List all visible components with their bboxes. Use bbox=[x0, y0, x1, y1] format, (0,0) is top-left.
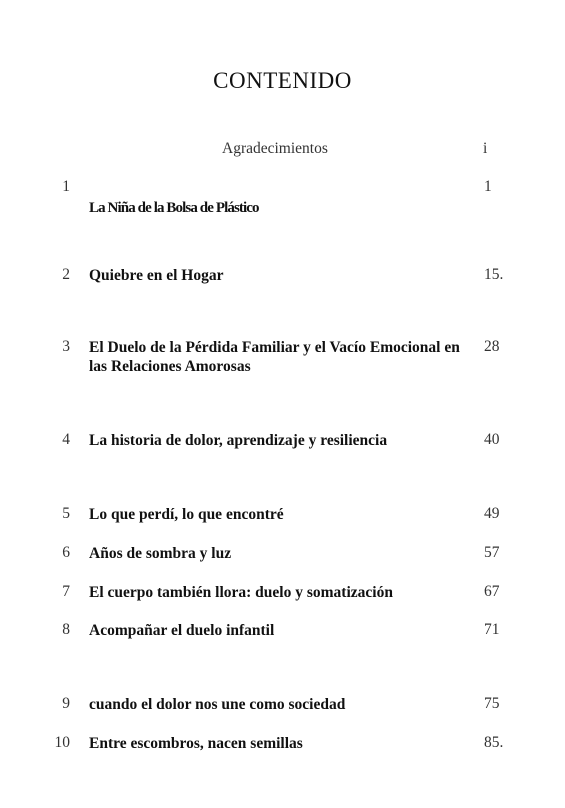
chapter-page-number: 40 bbox=[484, 431, 500, 448]
chapter-title: El cuerpo también llora: duelo y somatización bbox=[89, 584, 393, 601]
chapter-title: El Duelo de la Pérdida Familiar y el Vacío Emocional en las Relaciones Amorosas bbox=[89, 339, 460, 375]
chapter-page-number: 15. bbox=[484, 266, 504, 283]
chapter-number: 4 bbox=[62, 431, 70, 448]
chapter-page-number: 1 bbox=[484, 178, 492, 195]
acknowledgments-label: Agradecimientos bbox=[222, 140, 328, 157]
chapter-title: Quiebre en el Hogar bbox=[89, 267, 224, 284]
chapter-title: Lo que perdí, lo que encontré bbox=[89, 506, 284, 523]
chapter-title: Entre escombros, nacen semillas bbox=[89, 735, 303, 752]
chapter-page-number: 71 bbox=[484, 621, 500, 638]
chapter-title: Acompañar el duelo infantil bbox=[89, 622, 275, 639]
chapter-page-number: 57 bbox=[484, 544, 500, 561]
chapter-number: 7 bbox=[62, 583, 70, 600]
chapter-page-number: 49 bbox=[484, 505, 500, 522]
chapter-number: 6 bbox=[62, 544, 70, 561]
chapter-title: cuando el dolor nos une como sociedad bbox=[89, 696, 346, 713]
chapter-page-number: 85. bbox=[484, 734, 504, 751]
chapter-number: 1 bbox=[62, 178, 70, 195]
chapter-title: La Niña de la Bolsa de Plástico bbox=[89, 200, 259, 216]
chapter-number: 10 bbox=[54, 734, 70, 751]
chapter-page-number: 28 bbox=[484, 338, 500, 355]
chapter-title: La historia de dolor, aprendizaje y resiliencia bbox=[89, 432, 388, 449]
chapter-number: 2 bbox=[62, 266, 70, 283]
chapter-number: 3 bbox=[62, 338, 70, 355]
chapter-number: 9 bbox=[62, 695, 70, 712]
acknowledgments-page-number: i bbox=[483, 140, 488, 157]
chapter-page-number: 67 bbox=[484, 583, 500, 600]
page-title: CONTENIDO bbox=[213, 68, 352, 93]
chapter-page-number: 75 bbox=[484, 695, 500, 712]
chapter-title: Años de sombra y luz bbox=[89, 545, 232, 562]
chapter-number: 8 bbox=[62, 621, 70, 638]
chapter-number: 5 bbox=[62, 505, 70, 522]
